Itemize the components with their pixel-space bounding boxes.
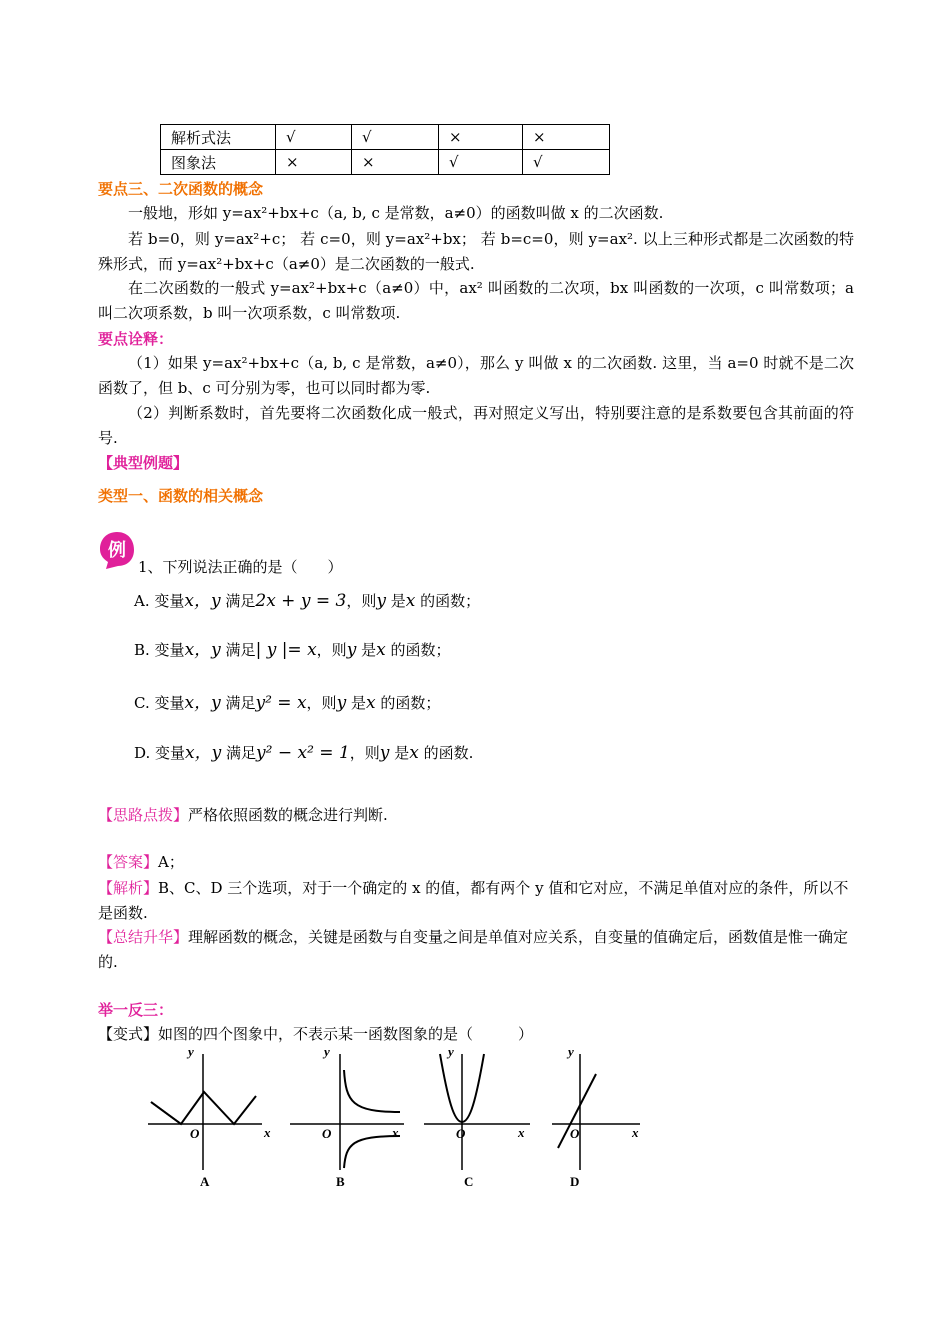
table-cell: × [352,150,439,175]
analysis-paragraph: 【解析】B、C、D 三个选项，对于一个确定的 x 的值，都有两个 y 值和它对应，不满足单值对应的条件，所以不是函数. [98,879,849,922]
origin-label: O [456,1126,466,1141]
graph-a [146,1040,271,1190]
graph-c [422,1040,542,1190]
paragraph-definition: 一般地，形如 y=ax²+bx+c（a, b, c 是常数，a≠0）的函数叫做 x 的二次函数. [128,204,664,222]
table-cell: × [439,125,523,150]
table-cell: √ [276,125,352,150]
practice-heading: 举一反三： [98,1001,174,1019]
note-1: （1）如果 y=ax²+bx+c（a, b, c 是常数，a≠0），那么 y 叫做 x 的二次函数. 这里，当 a=0 时就不是二次函数了，但 b、c 可分别为零，也可以同时都为零. [98,354,854,397]
type-one-heading: 类型一、函数的相关概念 [98,487,264,505]
example-badge-icon [98,530,136,570]
option-b: B. 变量x，y 满足| y |= x，则y 是x 的函数； [134,640,451,660]
origin-label: O [190,1126,200,1141]
graph-label-c: C [464,1174,474,1189]
table-row [161,150,610,175]
practice-question: 【变式】如图的四个图象中，不表示某一函数图象的是（ ） [98,1025,534,1043]
table-cell: × [276,150,352,175]
paragraph-special-forms: 若 b=0，则 y=ax²+c； 若 c=0，则 y=ax²+bx； 若 b=c=0，则 y=ax². 以上三种形式都是二次函数的特殊形式，而 y=ax²+bx+c（a≠0）是二次函数的一般式. [98,230,854,273]
example-question: 1、下列说法正确的是（ ） [138,558,343,576]
axis-y-label: y [448,1044,454,1059]
summary-paragraph: 【总结升华】理解函数的概念，关键是函数与自变量之间是单值对应关系，自变量的值确定后，函数值是惟一确定的. [98,928,849,971]
notes-heading: 要点诠释： [98,330,174,348]
origin-label: O [322,1126,332,1141]
table-cell: √ [352,125,439,150]
typical-examples-heading: 【典型例题】 [98,454,189,472]
axis-x-label: x [632,1125,639,1140]
option-c: C. 变量x，y 满足y² = x，则y 是x 的函数； [134,693,441,713]
table-cell: 解析式法 [161,125,276,150]
example-badge-label: 例 [108,540,126,561]
origin-label: O [570,1126,580,1141]
hint-line: 【思路点拨】严格依照函数的概念进行判断. [98,806,388,824]
graph-label-a: A [200,1174,210,1189]
axis-x-label: x [264,1125,271,1140]
answer-line: 【答案】A； [98,853,184,871]
axis-y-label: y [568,1044,574,1059]
graph-label-b: B [336,1174,345,1189]
section-heading: 要点三、二次函数的概念 [98,180,264,198]
graph-b [288,1040,408,1190]
paragraph-general-form: 在二次函数的一般式 y=ax²+bx+c（a≠0）中，ax² 叫函数的二次项，bx 叫函数的一次项，c 叫常数项；a 叫二次项系数，b 叫一次项系数，c 叫常数项. [98,279,854,322]
option-d: D. 变量x，y 满足y² − x² = 1，则y 是x 的函数. [134,743,474,763]
table-cell: × [523,125,610,150]
axis-x-label: x [392,1125,399,1140]
axis-y-label: y [324,1044,330,1059]
comparison-table [160,124,610,175]
graph-d [550,1040,650,1190]
table-cell: 图象法 [161,150,276,175]
axis-y-label: y [188,1044,194,1059]
table-cell: √ [523,150,610,175]
table-cell: √ [439,150,523,175]
axis-x-label: x [518,1125,525,1140]
graph-label-d: D [570,1174,580,1189]
table-row [161,125,610,150]
option-a: A. 变量x，y 满足2x + y = 3，则y 是x 的函数； [134,591,481,611]
note-2: （2）判断系数时，首先要将二次函数化成一般式，再对照定义写出，特别要注意的是系数要包含其前面的符号. [98,404,854,447]
